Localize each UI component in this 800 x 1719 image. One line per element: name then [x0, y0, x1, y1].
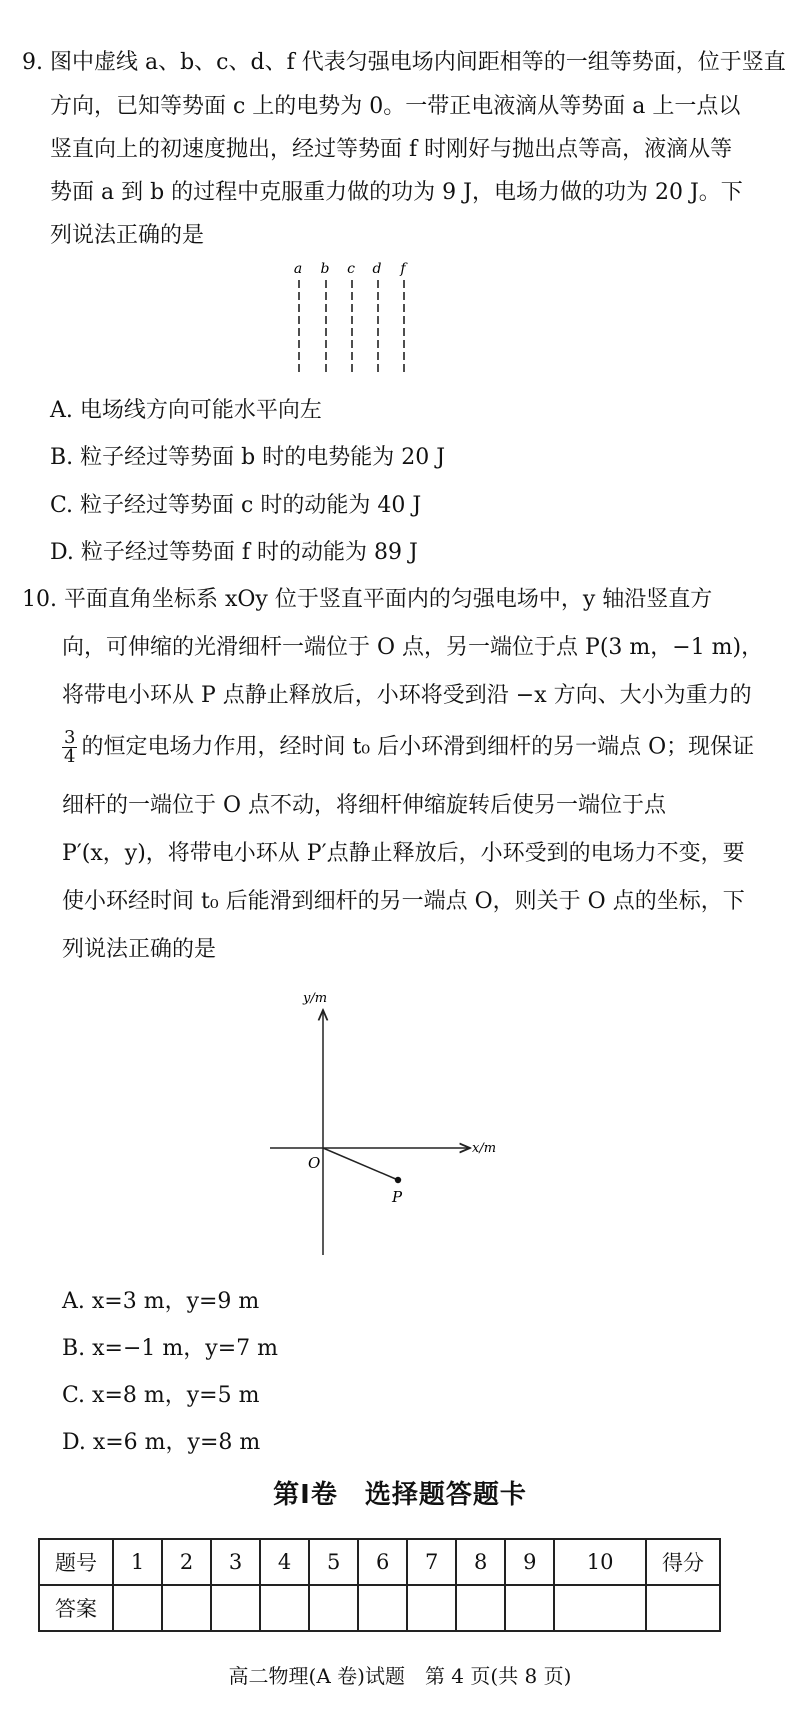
header-q7: 7	[407, 1539, 456, 1585]
fraction-three-quarters	[62, 729, 77, 766]
q9-option-d: D. 粒子经过等势面 f 时的动能为 89 J	[50, 540, 418, 565]
q9-line-1: 9. 图中虚线 a、b、c、d、f 代表匀强电场内间距相等的一组等势面，位于竖直	[22, 50, 786, 75]
header-q9: 9	[505, 1539, 554, 1585]
q10-line-1: 10. 平面直角坐标系 xOy 位于竖直平面内的匀强电场中，y 轴沿竖直方	[22, 587, 713, 612]
q9-line-5: 列说法正确的是	[50, 223, 205, 248]
point-p-label: P	[392, 1188, 403, 1206]
q10-option-b: B. x=−1 m，y=7 m	[62, 1336, 278, 1361]
q10-line-4-text: 的恒定电场力作用，经时间 t₀ 后小环滑到细杆的另一端点 O；现保证	[81, 734, 755, 760]
coordinate-figure	[258, 990, 498, 1260]
label-a: a	[293, 261, 303, 277]
answer-label: 答案	[39, 1585, 113, 1631]
q9-option-a: A. 电场线方向可能水平向左	[50, 398, 322, 423]
q9-option-b: B. 粒子经过等势面 b 时的电势能为 20 J	[50, 445, 446, 470]
q10-line-8: 列说法正确的是	[62, 937, 217, 962]
q9-line-3: 竖直向上的初速度抛出，经过等势面 f 时刚好与抛出点等高，液滴从等	[50, 137, 733, 162]
rod-op	[323, 1148, 398, 1180]
header-q4: 4	[260, 1539, 309, 1585]
q10-option-a: A. x=3 m，y=9 m	[62, 1289, 260, 1314]
header-q1: 1	[113, 1539, 162, 1585]
answer-cell-2[interactable]	[162, 1585, 211, 1631]
answer-card-title: 第Ⅰ卷 选择题答题卡	[273, 1480, 527, 1510]
y-axis-label: y/m	[303, 991, 328, 1006]
answer-card-table	[38, 1538, 721, 1632]
answer-cell-10[interactable]	[554, 1585, 646, 1631]
q10-line-4	[62, 729, 754, 766]
q9-line-4: 势面 a 到 b 的过程中克服重力做的功为 9 J，电场力做的功为 20 J。下	[50, 180, 743, 205]
q10-line-2: 向，可伸缩的光滑细杆一端位于 O 点，另一端位于点 P(3 m，−1 m)，	[62, 635, 764, 660]
header-q8: 8	[456, 1539, 505, 1585]
label-b: b	[320, 261, 330, 277]
answer-cell-4[interactable]	[260, 1585, 309, 1631]
header-q6: 6	[358, 1539, 407, 1585]
answer-cell-5[interactable]	[309, 1585, 358, 1631]
q10-option-d: D. x=6 m，y=8 m	[62, 1430, 261, 1455]
q10-line-5: 细杆的一端位于 O 点不动，将细杆伸缩旋转后使另一端位于点	[62, 793, 667, 818]
origin-label: O	[308, 1154, 321, 1172]
q10-line-3: 将带电小环从 P 点静止释放后，小环将受到沿 −x 方向、大小为重力的	[62, 683, 752, 708]
equipotential-figure	[290, 258, 450, 378]
answer-row	[39, 1585, 720, 1631]
header-score: 得分	[646, 1539, 720, 1585]
label-c: c	[347, 261, 355, 277]
header-q3: 3	[211, 1539, 260, 1585]
answer-cell-7[interactable]	[407, 1585, 456, 1631]
header-label: 题号	[39, 1539, 113, 1585]
header-q2: 2	[162, 1539, 211, 1585]
page-footer: 高二物理(A 卷)试题 第 4 页(共 8 页)	[228, 1664, 572, 1688]
answer-cell-6[interactable]	[358, 1585, 407, 1631]
answer-cell-8[interactable]	[456, 1585, 505, 1631]
header-q10: 10	[554, 1539, 646, 1585]
q10-option-c: C. x=8 m，y=5 m	[62, 1383, 260, 1408]
answer-cell-3[interactable]	[211, 1585, 260, 1631]
label-d: d	[372, 261, 382, 277]
score-cell[interactable]	[646, 1585, 720, 1631]
q10-line-6: P′(x，y)，将带电小环从 P′点静止释放后，小环受到的电场力不变，要	[62, 841, 745, 866]
q10-line-7: 使小环经时间 t₀ 后能滑到细杆的另一端点 O，则关于 O 点的坐标，下	[62, 889, 745, 914]
answer-cell-9[interactable]	[505, 1585, 554, 1631]
q9-line-2: 方向，已知等势面 c 上的电势为 0。一带正电液滴从等势面 a 上一点以	[50, 94, 741, 119]
question-number-row	[39, 1539, 720, 1585]
q9-option-c: C. 粒子经过等势面 c 时的动能为 40 J	[50, 493, 422, 518]
answer-cell-1[interactable]	[113, 1585, 162, 1631]
point-p	[395, 1177, 401, 1183]
label-f: f	[400, 261, 406, 277]
header-q5: 5	[309, 1539, 358, 1585]
fraction-denominator: 4	[64, 746, 76, 767]
fraction-numerator: 3	[64, 727, 76, 748]
x-axis-label: x/m	[472, 1141, 497, 1156]
